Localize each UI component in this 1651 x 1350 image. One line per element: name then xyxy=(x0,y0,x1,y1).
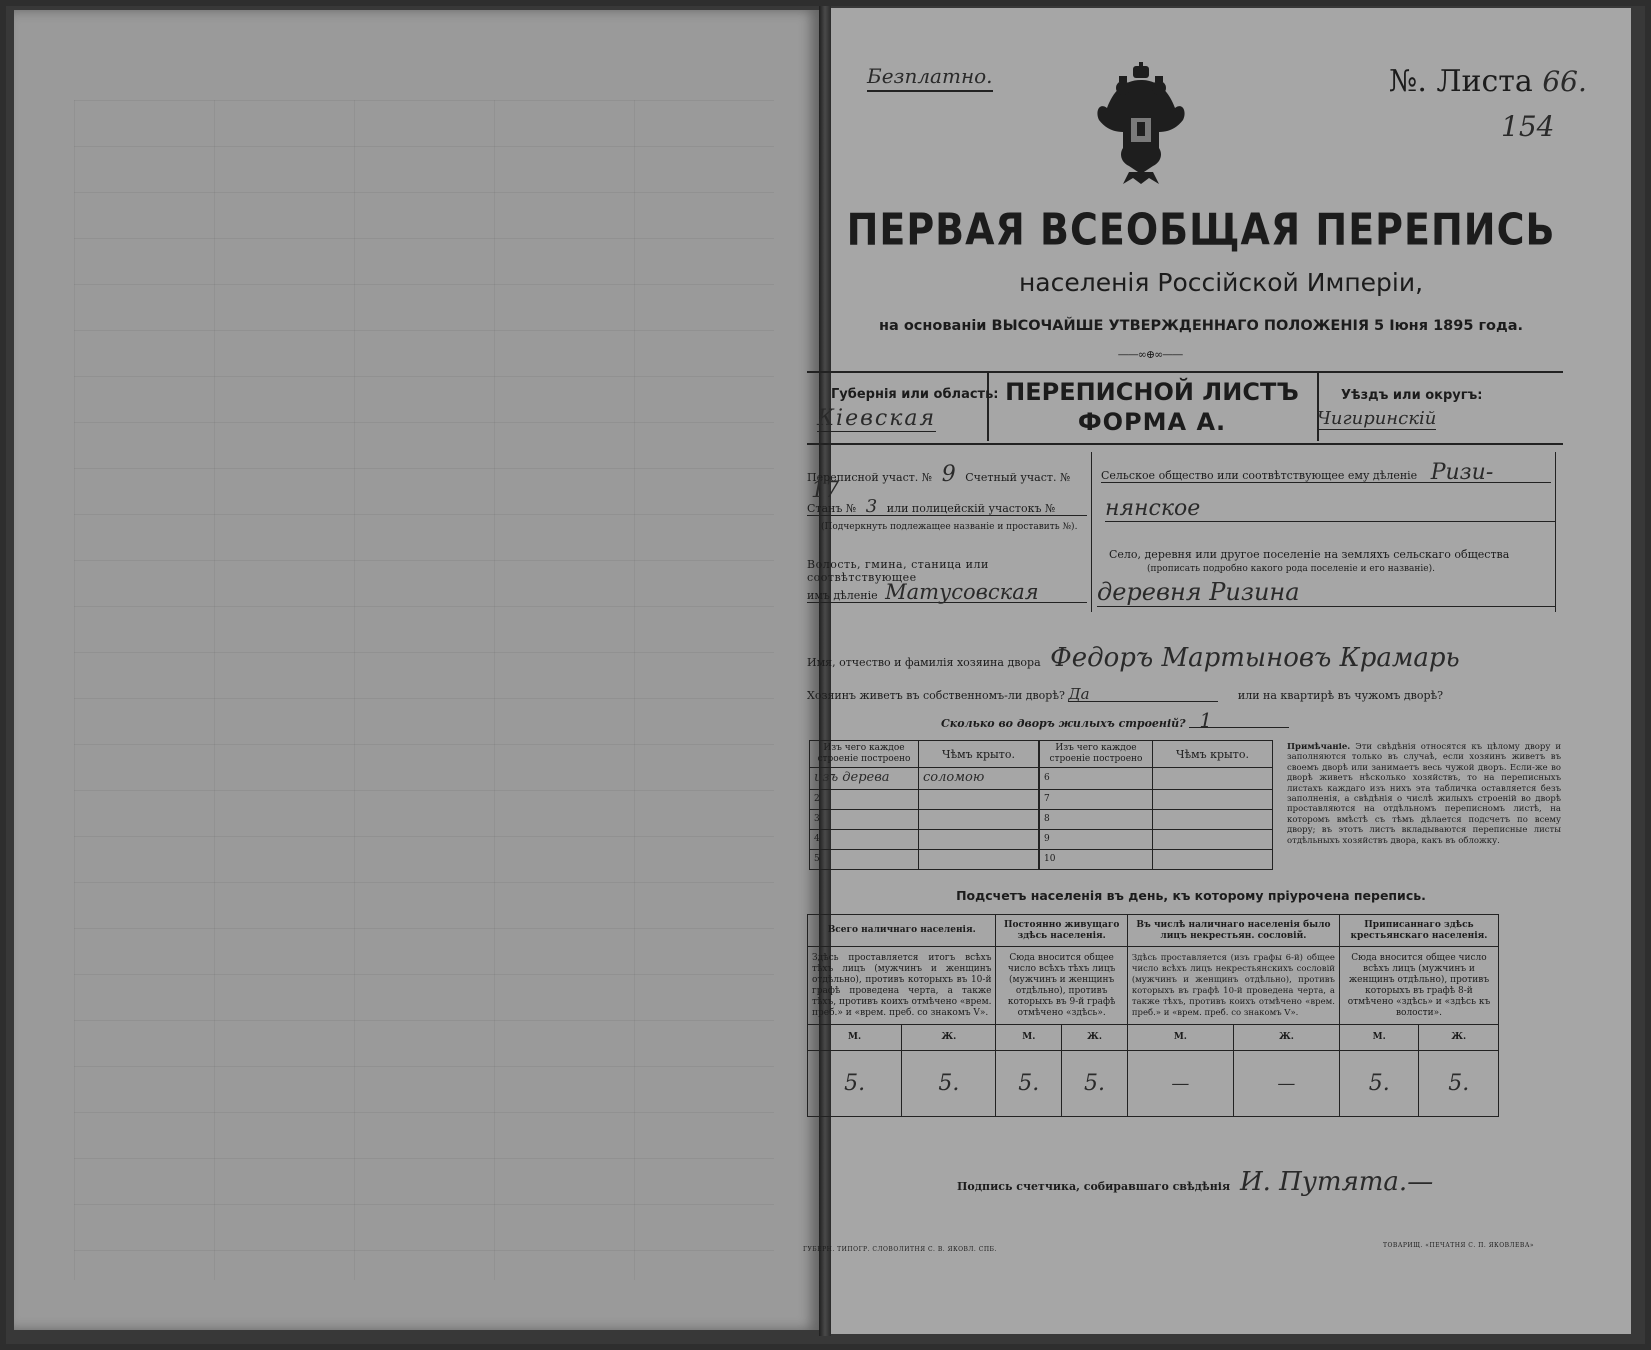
summary-description: Здѣсь проставляется итогъ всѣхъ тѣхъ лицъ (мужчинъ и женщинъ отдѣльно), противъ которыхъ въ 10-й графѣ проведена черта, а также тѣхъ, противъ коихъ отмѣчено «врем. преб.» и «врем. преб. со знакомъ V». xyxy=(808,947,996,1025)
archive-number: 154 xyxy=(1501,110,1555,143)
volost-value: Матусовская xyxy=(885,580,1039,604)
building-material-value: изъ дерева xyxy=(814,770,890,785)
table-cell xyxy=(1153,768,1273,790)
table-cell xyxy=(1153,850,1273,870)
free-label: Безплатно. xyxy=(867,64,993,92)
table-cell xyxy=(1153,790,1273,810)
table-row xyxy=(1040,790,1153,810)
male-column-label: М. xyxy=(808,1025,902,1051)
society-value-1: Ризи- xyxy=(1430,460,1494,485)
owner-name-label: Имя, отчество и фамилія хозяина двора xyxy=(807,656,1041,669)
permanent-male-count: 5. xyxy=(996,1051,1062,1117)
note-text: Эти свѣдѣнія относятся къ цѣлому двору и заполняются только въ случаѣ, если хозяинъ живетъ въ своемъ дворѣ или занимаетъ весь чужой дворъ. Если-же во дворѣ живетъ нѣсколько хозяйствъ, то на переписныхъ листахъ каждаго изъ нихъ эта табличка оставляется безъ заполненія, а свѣдѣнія о числѣ жилыхъ строеній во дворѣ проставляются на отдѣльномъ переписномъ листѣ, на которомъ вмѣстѣ съ тѣмъ дѣлается подсчетъ по всему двору; въ этотъ листъ вкладываются переписные листы отдѣльныхъ хозяйствъ двора, какъ въ обложку. xyxy=(1287,742,1561,846)
buildings-count-value: 1 xyxy=(1189,714,1289,728)
stan-value: 3 xyxy=(865,496,878,517)
table-row xyxy=(919,768,1039,790)
row-number: 5 xyxy=(814,854,820,864)
table-row xyxy=(1040,810,1153,830)
table-row xyxy=(810,830,919,850)
female-column-label: Ж. xyxy=(1419,1025,1499,1051)
society-label: Сельское общество или соотвѣтствующее ему дѣленіе xyxy=(1101,469,1418,482)
signature-label: Подпись счетчика, собиравшаго свѣдѣнія xyxy=(957,1180,1231,1193)
peasant-male-count: 5. xyxy=(1339,1051,1419,1117)
summary-description: Здѣсь проставляется (изъ графы 6-й) общее число всѣхъ лицъ некрестьянскихъ сословій (мужчинъ и женщинъ отдѣльно), противъ которыхъ въ графѣ 10-й проведена черта, а также тѣхъ, противъ коихъ отмѣчено «врем. преб.» и «врем. преб. со знакомъ V». xyxy=(1127,947,1339,1025)
buildings-table-left xyxy=(809,740,1039,870)
volost-label: Волость, гмина, станица или соотвѣтствующее xyxy=(807,558,989,584)
summary-header: Приписаннаго здѣсь крестьянскаго населенія. xyxy=(1339,915,1498,947)
own-yard-label: Хозяинъ живетъ въ собственномъ-ли дворѣ? xyxy=(807,689,1065,702)
row-number: 9 xyxy=(1044,834,1050,844)
police-district-label: или полицейскій участокъ № xyxy=(886,502,1056,515)
table-row xyxy=(810,810,919,830)
note-title: Примѣчаніе. xyxy=(1287,742,1351,752)
female-column-label: Ж. xyxy=(1062,1025,1128,1051)
buildings-table-right xyxy=(1039,740,1273,870)
society-field xyxy=(1101,460,1551,485)
village-label: Село, деревня или другое поселеніе на земляхъ сельскаго общества xyxy=(1109,548,1510,561)
book-spine xyxy=(819,6,831,1336)
female-column-label: Ж. xyxy=(902,1025,996,1051)
table-row xyxy=(810,850,919,870)
summary-description: Сюда вносится общее число всѣхъ лицъ (мужчинъ и женщинъ отдѣльно), противъ которыхъ въ графѣ 8-й отмѣчено «здѣсь» и «здѣсь къ волости». xyxy=(1339,947,1498,1025)
table-cell xyxy=(919,810,1039,830)
total-female-count: 5. xyxy=(902,1051,996,1117)
summary-header: Въ числѣ наличнаго населенія было лицъ некрестьян. сословій. xyxy=(1127,915,1339,947)
table-row xyxy=(810,768,919,790)
printer-imprint-right: ТОВАРИЩ. «ПЕЧАТНЯ С. П. ЯКОВЛЕВА» xyxy=(1383,1242,1535,1249)
row-number: 8 xyxy=(1044,814,1050,824)
table-cell xyxy=(919,850,1039,870)
volost-field xyxy=(807,580,1087,604)
census-district-value: 9 xyxy=(941,462,956,487)
male-column-label: М. xyxy=(1339,1025,1419,1051)
sheet-title: ПЕРЕПИСНОЙ ЛИСТЪ xyxy=(1005,378,1299,406)
summary-description: Сюда вносится общее число всѣхъ тѣхъ лицъ (мужчинъ и женщинъ отдѣльно), противъ которыхъ въ 9-й графѣ отмѣчено «здѣсь». xyxy=(996,947,1127,1025)
total-male-count: 5. xyxy=(808,1051,902,1117)
census-district-field xyxy=(807,462,1087,503)
table-cell xyxy=(1153,810,1273,830)
buildings-count-label: Сколько во дворъ жилыхъ строеній? xyxy=(941,717,1186,730)
left-page xyxy=(14,10,819,1330)
census-form-page xyxy=(803,8,1631,1334)
roof-header: Чѣмъ крыто. xyxy=(919,741,1039,768)
own-yard-value: Да xyxy=(1068,688,1218,702)
summary-header: Постоянно живущаго здѣсь населенія. xyxy=(996,915,1127,947)
table-row xyxy=(1040,850,1153,870)
sheet-number-label: №. Листа xyxy=(1389,64,1533,99)
signature-field xyxy=(957,1167,1434,1197)
row-number: 2 xyxy=(814,794,820,804)
table-cell xyxy=(919,790,1039,810)
uezd-value: Чигиринскій xyxy=(1317,408,1437,429)
table-row xyxy=(1040,768,1153,790)
count-district-label: Счетный участ. № xyxy=(965,471,1071,484)
summary-title: Подсчетъ населенія въ день, къ которому пріурочена перепись. xyxy=(956,888,1426,903)
signature-value: И. Путята.— xyxy=(1239,1167,1434,1197)
printer-imprint-left: ГУБЕРН. ТИПОГР. СЛОВОЛИТНЯ С. В. ЯКОВЛ. СПБ. xyxy=(803,1246,997,1253)
row-number: 10 xyxy=(1044,854,1056,864)
female-column-label: Ж. xyxy=(1233,1025,1339,1051)
bleed-through-lines xyxy=(74,100,774,1280)
field-columns-divider xyxy=(1091,452,1092,612)
non-peasant-female-count: — xyxy=(1233,1051,1339,1117)
table-cell xyxy=(919,830,1039,850)
village-note: (прописать подробно какого рода поселеніе и его названіе). xyxy=(1147,564,1435,574)
material-header: Изъ чего каждое строеніе построено xyxy=(810,741,919,768)
uezd-label: Уѣздъ или округъ: xyxy=(1341,388,1483,403)
owner-name-field xyxy=(807,643,1547,673)
other-yard-label: или на квартирѣ въ чужомъ дворѣ? xyxy=(1237,689,1444,702)
field-area-right-border xyxy=(1555,452,1556,612)
row-number: 4 xyxy=(814,834,820,844)
gubernia-value: Кіевская xyxy=(817,406,937,431)
material-header: Изъ чего каждое строеніе построено xyxy=(1040,741,1153,768)
sheet-number-value: 66. xyxy=(1542,65,1587,98)
own-yard-field xyxy=(807,685,1547,703)
permanent-female-count: 5. xyxy=(1062,1051,1128,1117)
ornament-divider: ——∞⊕∞—— xyxy=(1117,348,1183,361)
page-title: ПЕРВАЯ ВСЕОБЩАЯ ПЕРЕПИСЬ xyxy=(846,204,1556,255)
male-column-label: М. xyxy=(1127,1025,1233,1051)
underline-note: (Подчеркнуть подлежащее названіе и проставить №). xyxy=(821,522,1078,532)
male-column-label: М. xyxy=(996,1025,1062,1051)
non-peasant-male-count: — xyxy=(1127,1051,1233,1117)
sheet-number xyxy=(1389,64,1587,99)
gubernia-label: Губернія или область: xyxy=(831,387,999,402)
village-value: деревня Ризина xyxy=(1097,578,1555,607)
census-district-label: Переписной участ. № xyxy=(807,471,933,484)
buildings-count-field xyxy=(941,708,1289,732)
peasant-female-count: 5. xyxy=(1419,1051,1499,1117)
page-subtitle: населенія Россійской Имперіи, xyxy=(1018,268,1424,297)
summary-header: Всего наличнаго населенія. xyxy=(808,915,996,947)
legal-basis: на основаніи ВЫСОЧАЙШЕ УТВЕРЖДЕННАГО ПОЛОЖЕНІЯ 5 Іюня 1895 года. xyxy=(878,318,1524,334)
imperial-eagle-emblem xyxy=(1093,62,1189,186)
form-name: ФОРМА А. xyxy=(1077,408,1227,436)
row-number: 7 xyxy=(1044,794,1050,804)
row-number: 6 xyxy=(1044,773,1050,783)
volost-label-2: имъ дѣленіе xyxy=(807,589,878,602)
society-value-2: нянское xyxy=(1105,496,1555,522)
roof-header: Чѣмъ крыто. xyxy=(1153,741,1273,768)
building-roof-value: соломою xyxy=(923,770,985,785)
stan-field xyxy=(807,496,1087,517)
buildings-note xyxy=(1287,742,1561,846)
table-row xyxy=(1040,830,1153,850)
summary-table xyxy=(807,914,1499,1117)
count-district-value: 17 xyxy=(811,478,839,503)
owner-name-value: Федоръ Мартыновъ Крамарь xyxy=(1050,643,1460,673)
row-number: 3 xyxy=(814,814,820,824)
table-cell xyxy=(1153,830,1273,850)
table-row xyxy=(810,790,919,810)
stan-label: Станъ № xyxy=(807,502,857,515)
